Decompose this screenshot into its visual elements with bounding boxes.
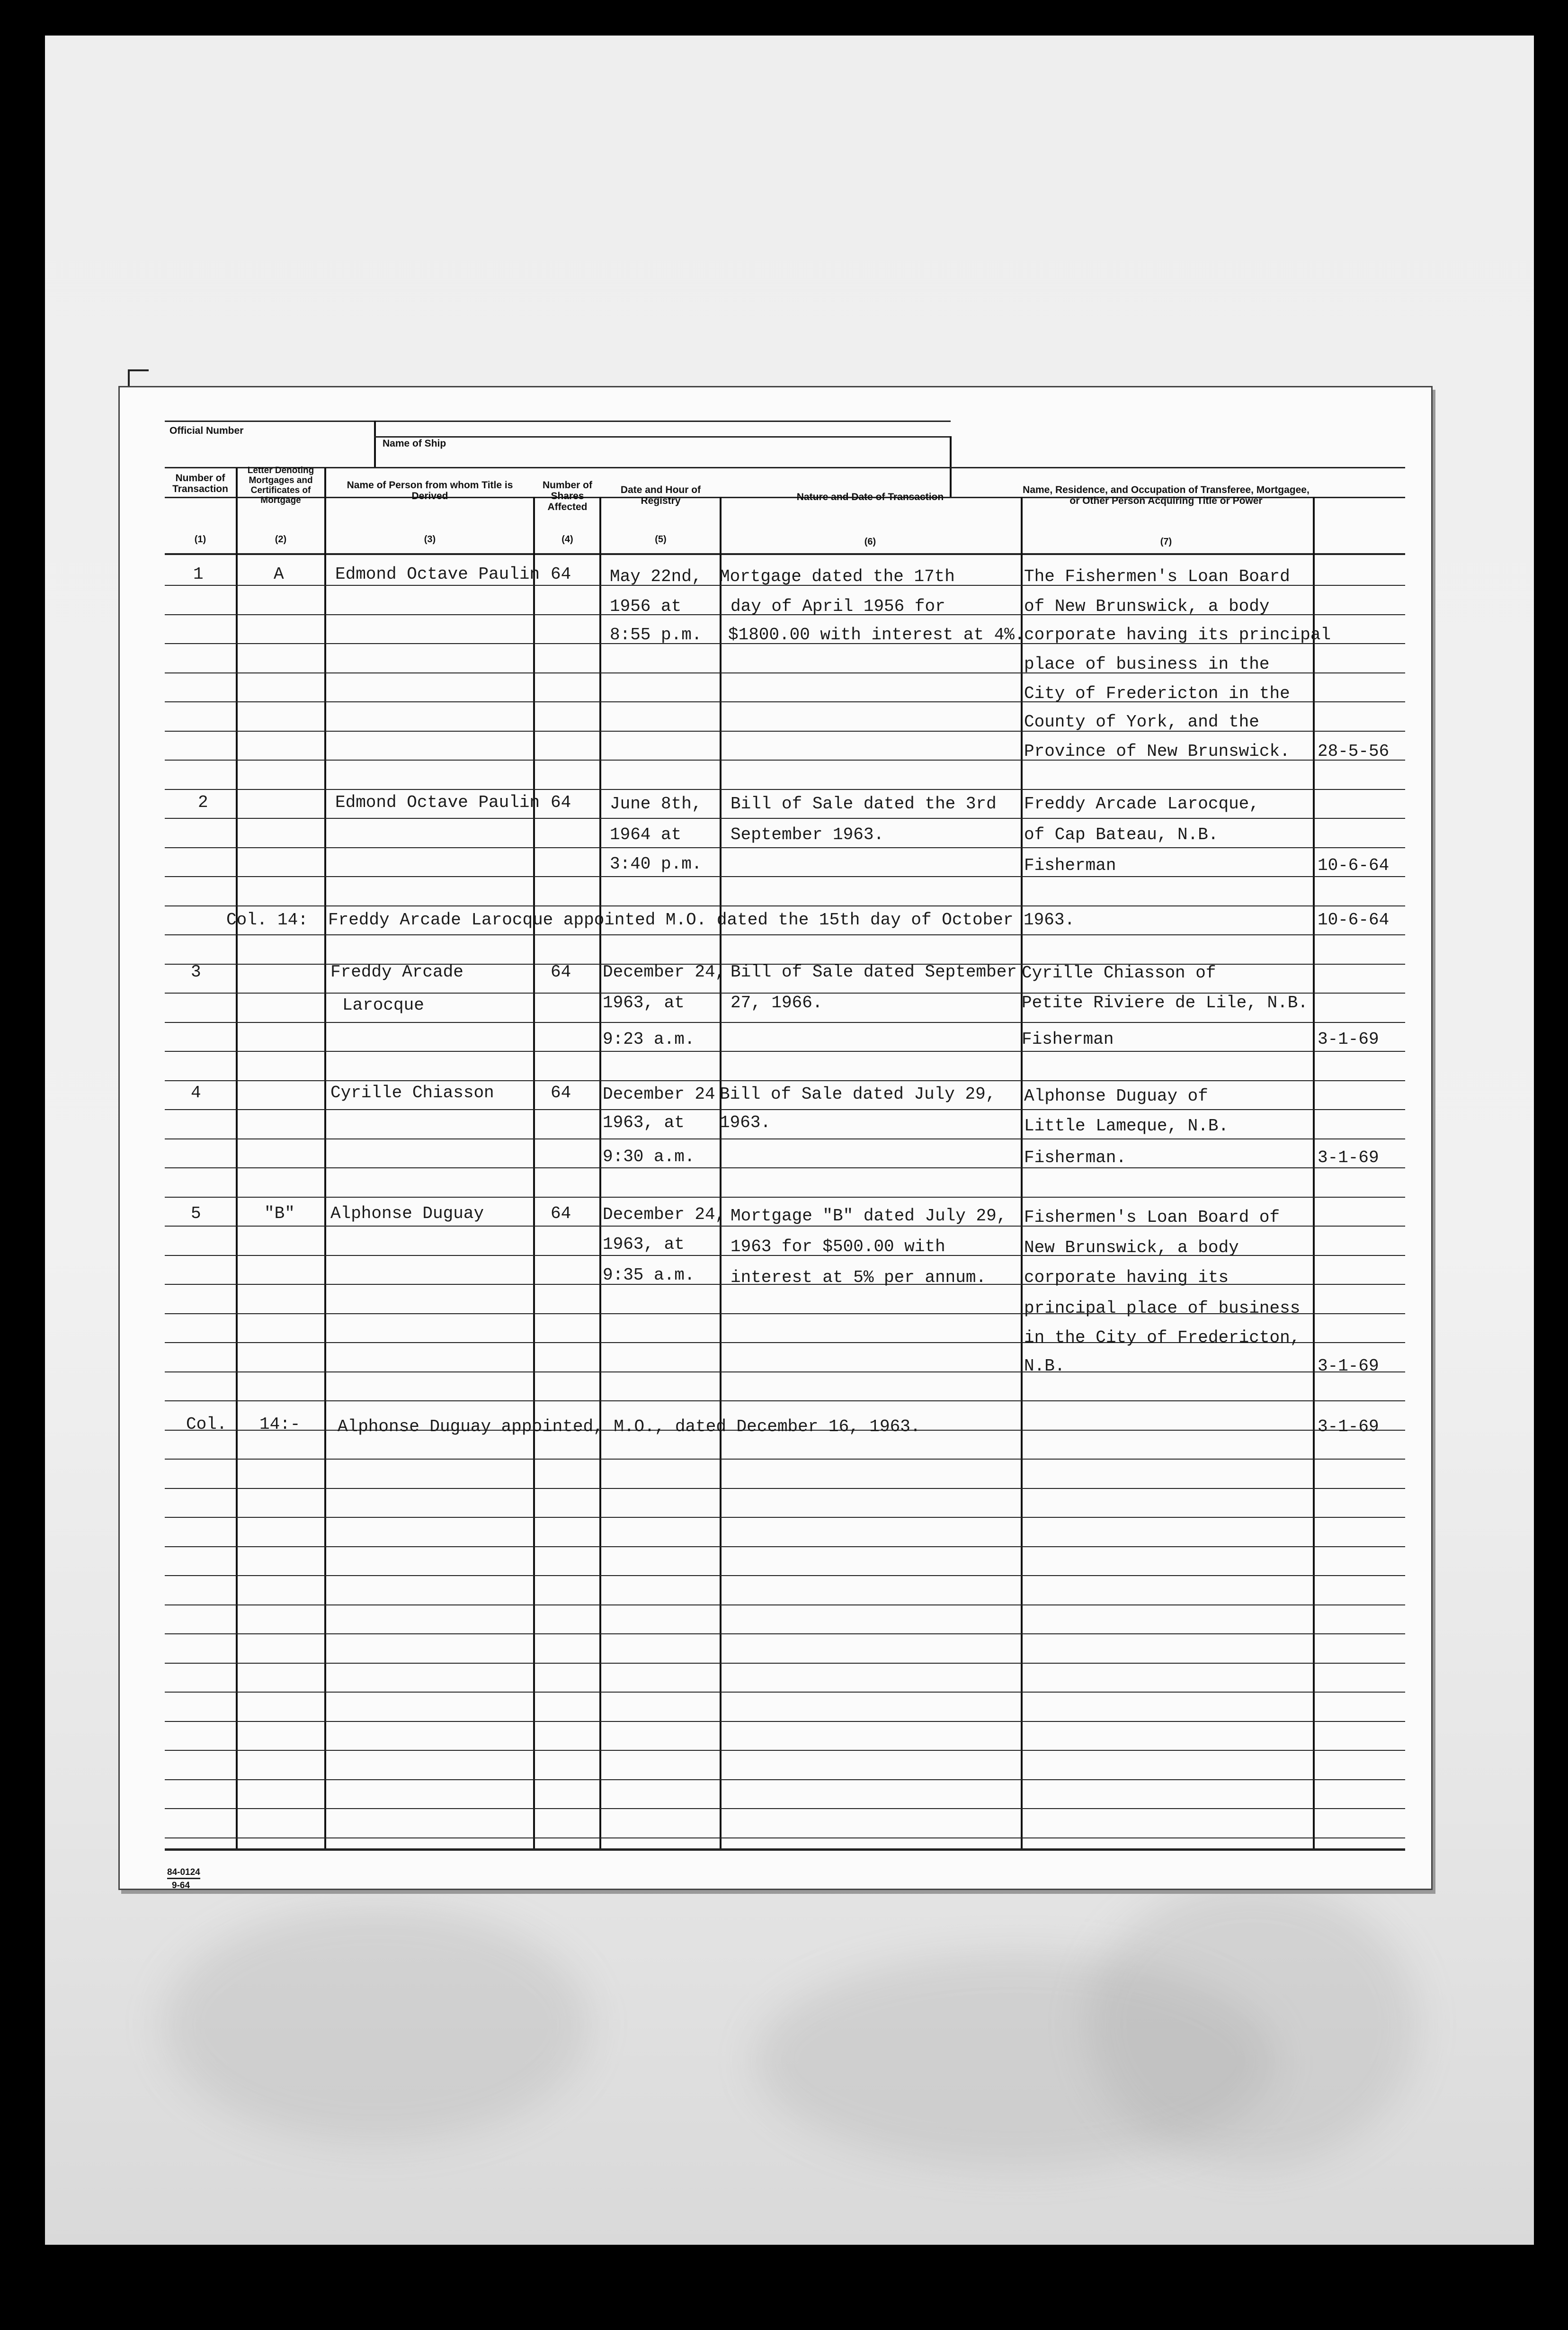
e2-shares: 64	[551, 793, 571, 812]
col-num-5: (5)	[655, 534, 667, 545]
e1-date-1: May 22nd,	[610, 567, 702, 586]
e3-name-1: Freddy Arcade	[330, 962, 463, 982]
e3-transferee-2: Petite Riviere de Lile, N.B.	[1022, 993, 1308, 1013]
col-num-1: (1)	[194, 534, 206, 545]
note1-col: Col. 14:	[226, 910, 308, 930]
e1-transferee-2: of New Brunswick, a body	[1024, 597, 1270, 616]
ruled-line	[165, 1575, 1405, 1576]
e5-date-3: 9:35 a.m.	[603, 1265, 695, 1285]
form-bottom-rule	[165, 1848, 1405, 1851]
e5-transferee-1: Fishermen's Loan Board of	[1024, 1208, 1280, 1227]
note2-registry-ref: 3-1-69	[1318, 1417, 1379, 1436]
official-number-label: Official Number	[169, 425, 244, 436]
col-num-4: (4)	[561, 534, 573, 545]
col-rule-4	[599, 497, 601, 1851]
e4-transferee-1: Alphonse Duguay of	[1024, 1086, 1208, 1106]
film-smudge	[163, 1906, 589, 2143]
e3-number: 3	[191, 962, 201, 982]
col-header-date: Date and Hour of Registry	[620, 484, 701, 506]
e2-transferee-3: Fisherman	[1024, 856, 1116, 875]
e5-number: 5	[191, 1204, 201, 1223]
e2-transferee-1: Freddy Arcade Larocque,	[1024, 794, 1259, 814]
registry-document	[118, 386, 1433, 1890]
note2-text: Alphonse Duguay appointed, M.O., dated December 16, 1963.	[338, 1417, 921, 1436]
header-bottom-rule	[165, 467, 1405, 468]
e4-number: 4	[191, 1083, 201, 1102]
e5-transferee-2: New Brunswick, a body	[1024, 1238, 1239, 1257]
e4-nature-2: 1963.	[720, 1113, 771, 1132]
e4-transferee-3: Fisherman.	[1024, 1148, 1127, 1167]
col-rule-1	[236, 468, 238, 1851]
col-header-name: Name of Person from whom Title is Derived	[347, 480, 513, 502]
ruled-line	[165, 1692, 1405, 1693]
ruled-line	[165, 1808, 1405, 1809]
note1-registry-ref: 10-6-64	[1318, 910, 1390, 930]
e3-date-3: 9:23 a.m.	[603, 1030, 695, 1049]
e3-registry-ref: 3-1-69	[1318, 1030, 1379, 1049]
e5-letter: "B"	[264, 1204, 295, 1223]
col-num-2: (2)	[275, 534, 287, 545]
e5-shares: 64	[551, 1204, 571, 1223]
ruled-line	[165, 818, 1405, 819]
note1-text: Freddy Arcade Larocque appointed M.O. dated the 15th day of October 1963.	[328, 910, 1075, 930]
ruled-line	[165, 1604, 1405, 1605]
e5-transferee-4: principal place of business	[1024, 1299, 1301, 1318]
ship-name-top-rule	[374, 436, 952, 438]
e4-registry-ref: 3-1-69	[1318, 1148, 1379, 1167]
e1-name: Edmond Octave Paulin	[335, 565, 540, 584]
e1-nature-3: $1800.00 with interest at 4%.	[728, 625, 1025, 645]
e2-date-3: 3:40 p.m.	[610, 854, 702, 874]
e1-transferee-4: place of business in the	[1024, 654, 1270, 674]
e1-transferee-3: corporate having its principal	[1024, 625, 1331, 645]
e5-transferee-3: corporate having its	[1024, 1268, 1229, 1287]
e5-name: Alphonse Duguay	[330, 1204, 484, 1223]
col-header-letter: Letter Denoting Mortgages and Certificates of Mortgage	[247, 466, 314, 505]
ruled-line	[165, 1779, 1405, 1780]
e1-nature-2: day of April 1956 for	[731, 597, 945, 616]
ruled-line	[165, 789, 1405, 790]
e3-date-1: December 24,	[603, 962, 726, 982]
e1-date-3: 8:55 p.m.	[610, 625, 702, 645]
ruled-line	[165, 1837, 1405, 1838]
e5-date-1: December 24,	[603, 1205, 726, 1224]
e5-transferee-6: N.B.	[1024, 1356, 1065, 1376]
e1-transferee-5: City of Fredericton in the	[1024, 684, 1290, 703]
e1-shares: 64	[551, 565, 571, 584]
col-rule-7	[1313, 497, 1315, 1851]
e3-nature-1: Bill of Sale dated September	[731, 962, 1017, 982]
ruled-line	[165, 1750, 1405, 1751]
ruled-line	[165, 1663, 1405, 1664]
e1-date-2: 1956 at	[610, 597, 682, 616]
registry-form	[165, 409, 1405, 1891]
e1-number: 1	[193, 565, 204, 584]
ruled-line	[165, 1633, 1405, 1634]
ruled-line	[165, 1167, 1405, 1168]
e3-name-2: Larocque	[342, 995, 424, 1015]
e1-transferee-1: The Fishermen's Loan Board	[1024, 567, 1290, 586]
ruled-line	[165, 1109, 1405, 1110]
e1-transferee-7: Province of New Brunswick.	[1024, 742, 1290, 761]
col-header-transaction: Number of Transaction	[172, 473, 228, 494]
ruled-line	[165, 1488, 1405, 1489]
ruled-line	[165, 1080, 1405, 1081]
ruled-line	[165, 1459, 1405, 1460]
header-divider	[374, 421, 376, 468]
ruled-line	[165, 1371, 1405, 1372]
ruled-line	[165, 876, 1405, 877]
e5-nature-3: interest at 5% per annum.	[731, 1268, 987, 1287]
col-rule-3	[533, 497, 535, 1851]
col-header-nature: Nature and Date of Transaction	[796, 492, 944, 502]
ship-name-label: Name of Ship	[383, 438, 446, 449]
e1-registry-ref: 28-5-56	[1318, 742, 1390, 761]
note2-col-number: 14:-	[259, 1415, 301, 1434]
e1-nature-1: Mortgage dated the 17th	[720, 567, 955, 586]
col-num-6: (6)	[864, 537, 876, 547]
e2-date-1: June 8th,	[610, 794, 702, 814]
e3-date-2: 1963, at	[603, 993, 685, 1013]
e5-date-2: 1963, at	[603, 1235, 685, 1254]
e4-shares: 64	[551, 1083, 571, 1102]
column-header-bottom-rule	[165, 553, 1405, 555]
e1-transferee-6: County of York, and the	[1024, 712, 1259, 732]
ruled-line	[165, 905, 1405, 906]
e2-number: 2	[198, 793, 208, 812]
e3-transferee-1: Cyrille Chiasson of	[1022, 963, 1216, 983]
e2-registry-ref: 10-6-64	[1318, 856, 1390, 875]
ruled-line	[165, 1138, 1405, 1139]
e4-name: Cyrille Chiasson	[330, 1083, 494, 1102]
e4-nature-1: Bill of Sale dated July 29,	[720, 1084, 996, 1104]
film-smudge	[1087, 1882, 1418, 2167]
e2-transferee-2: of Cap Bateau, N.B.	[1024, 825, 1219, 844]
ruled-line	[165, 1400, 1405, 1401]
e2-nature-2: September 1963.	[731, 825, 884, 844]
ruled-line	[165, 1546, 1405, 1547]
e3-shares: 64	[551, 962, 571, 982]
e4-date-1: December 24	[603, 1084, 715, 1104]
e1-letter: A	[274, 565, 284, 584]
col-rule-5	[720, 497, 722, 1851]
note2-col: Col.	[186, 1415, 227, 1434]
ruled-line	[165, 934, 1405, 935]
e3-transferee-3: Fisherman	[1022, 1030, 1114, 1049]
ruled-line	[165, 1721, 1405, 1722]
e4-date-2: 1963, at	[603, 1113, 685, 1132]
e2-name: Edmond Octave Paulin	[335, 793, 540, 812]
col-rule-2	[324, 468, 326, 1851]
e4-date-3: 9:30 a.m.	[603, 1147, 695, 1166]
form-date: 9-64	[172, 1881, 190, 1891]
ruled-line	[165, 1517, 1405, 1518]
e2-nature-1: Bill of Sale dated the 3rd	[731, 794, 997, 814]
e2-date-2: 1964 at	[610, 825, 682, 844]
ruled-line	[165, 847, 1405, 848]
col-rule-6	[1021, 497, 1023, 1851]
col-header-shares: Number of Shares Affected	[543, 480, 592, 512]
ruled-line	[165, 1022, 1405, 1023]
e4-transferee-2: Little Lameque, N.B.	[1024, 1116, 1229, 1136]
col-num-7: (7)	[1160, 537, 1172, 547]
e5-registry-ref: 3-1-69	[1318, 1356, 1379, 1376]
ruled-line	[165, 1197, 1405, 1198]
header-rule	[165, 421, 951, 422]
e3-nature-2: 27, 1966.	[731, 993, 823, 1013]
ruled-line	[165, 1051, 1405, 1052]
e5-transferee-5: in the City of Fredericton,	[1024, 1328, 1301, 1347]
col-num-3: (3)	[424, 534, 436, 545]
form-number: 84-0124	[167, 1867, 200, 1879]
col-header-transferee: Name, Residence, and Occupation of Transferee, Mortgagee, or Other Person Acquiring Title or Power	[1023, 484, 1310, 506]
e5-nature-2: 1963 for $500.00 with	[731, 1237, 945, 1256]
e5-nature-1: Mortgage "B" dated July 29,	[731, 1206, 1007, 1226]
